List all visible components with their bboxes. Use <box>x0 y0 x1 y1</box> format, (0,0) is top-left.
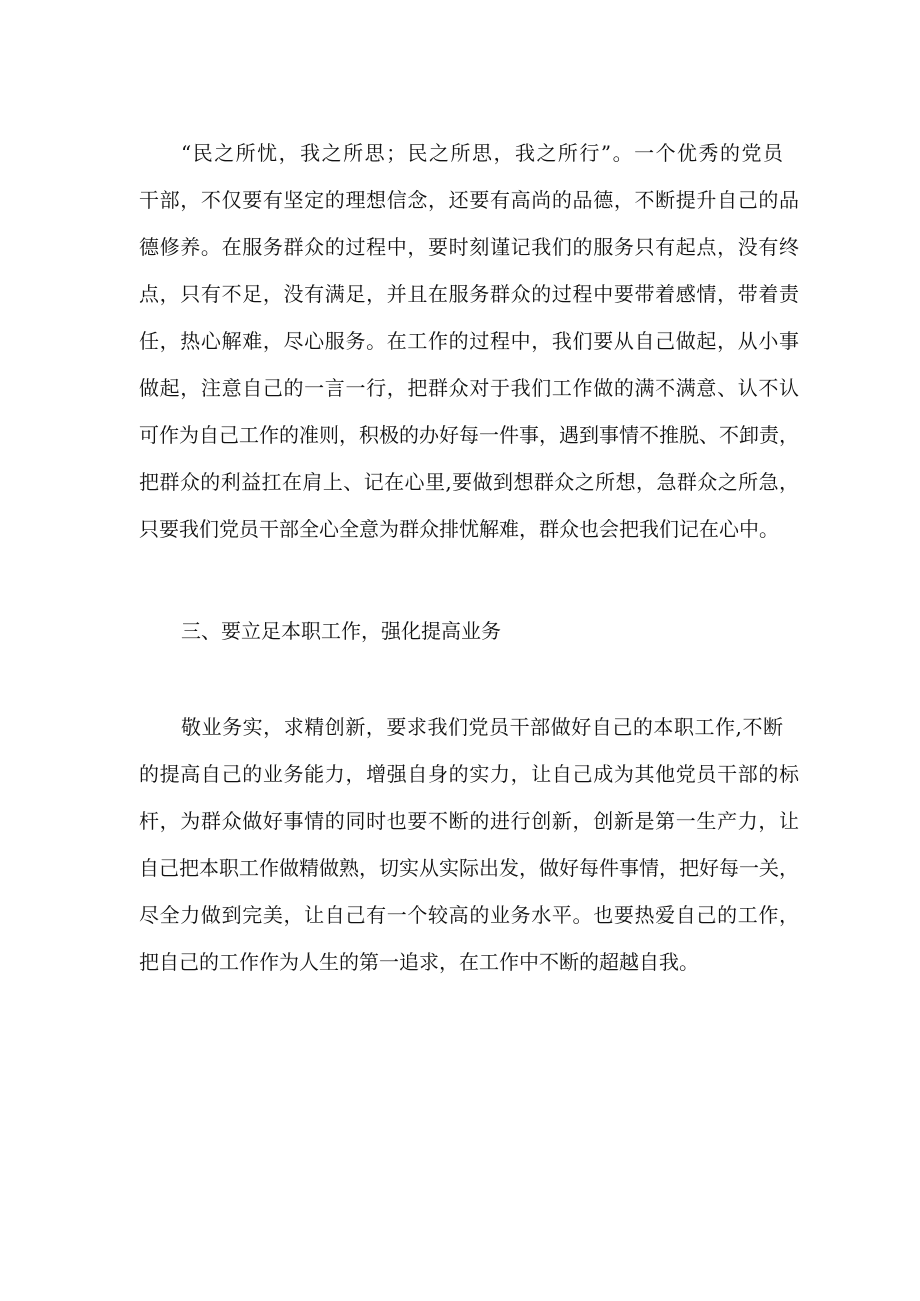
paragraph-1-line-8: 把群众的利益扛在肩上、记在心里,要做到想群众之所想，急群众之所急， <box>139 470 799 494</box>
paragraph-1-line-2: 干部，不仅要有坚定的理想信念，还要有高尚的品德，不断提升自己的品 <box>139 188 799 212</box>
paragraph-2-line-1: 敬业务实，求精创新，要求我们党员干部做好自己的本职工作,不断 <box>181 715 783 739</box>
paragraph-1-line-5: 任，热心解难，尽心服务。在工作的过程中，我们要从自己做起，从小事 <box>139 329 799 353</box>
paragraph-2-line-3: 杆，为群众做好事情的同时也要不断的进行创新，创新是第一生产力，让 <box>139 809 799 833</box>
paragraph-1-line-4: 点，只有不足，没有满足，并且在服务群众的过程中要带着感情，带着责 <box>139 282 799 306</box>
paragraph-1-line-1: “民之所忧，我之所思；民之所思，我之所行”。一个优秀的党员 <box>181 141 783 165</box>
paragraph-2-line-4: 自己把本职工作做精做熟，切实从实际出发，做好每件事情，把好每一关， <box>139 856 799 880</box>
paragraph-2-line-2: 的提高自己的业务能力，增强自身的实力，让自己成为其他党员干部的标 <box>139 762 799 786</box>
paragraph-2-line-5: 尽全力做到完美，让自己有一个较高的业务水平。也要热爱自己的工作， <box>139 903 799 927</box>
paragraph-1-line-6: 做起，注意自己的一言一行，把群众对于我们工作做的满不满意、认不认 <box>139 376 799 400</box>
paragraph-1-line-7: 可作为自己工作的准则，积极的办好每一件事，遇到事情不推脱、不卸责， <box>139 423 799 447</box>
paragraph-1-line-9: 只要我们党员干部全心全意为群众排忧解难，群众也会把我们记在心中。 <box>139 517 779 541</box>
paragraph-2-line-6: 把自己的工作作为人生的第一追求，在工作中不断的超越自我。 <box>139 950 699 974</box>
section-heading: 三、要立足本职工作，强化提高业务 <box>181 619 501 643</box>
paragraph-1-line-3: 德修养。在服务群众的过程中，要时刻谨记我们的服务只有起点，没有终 <box>139 235 799 259</box>
